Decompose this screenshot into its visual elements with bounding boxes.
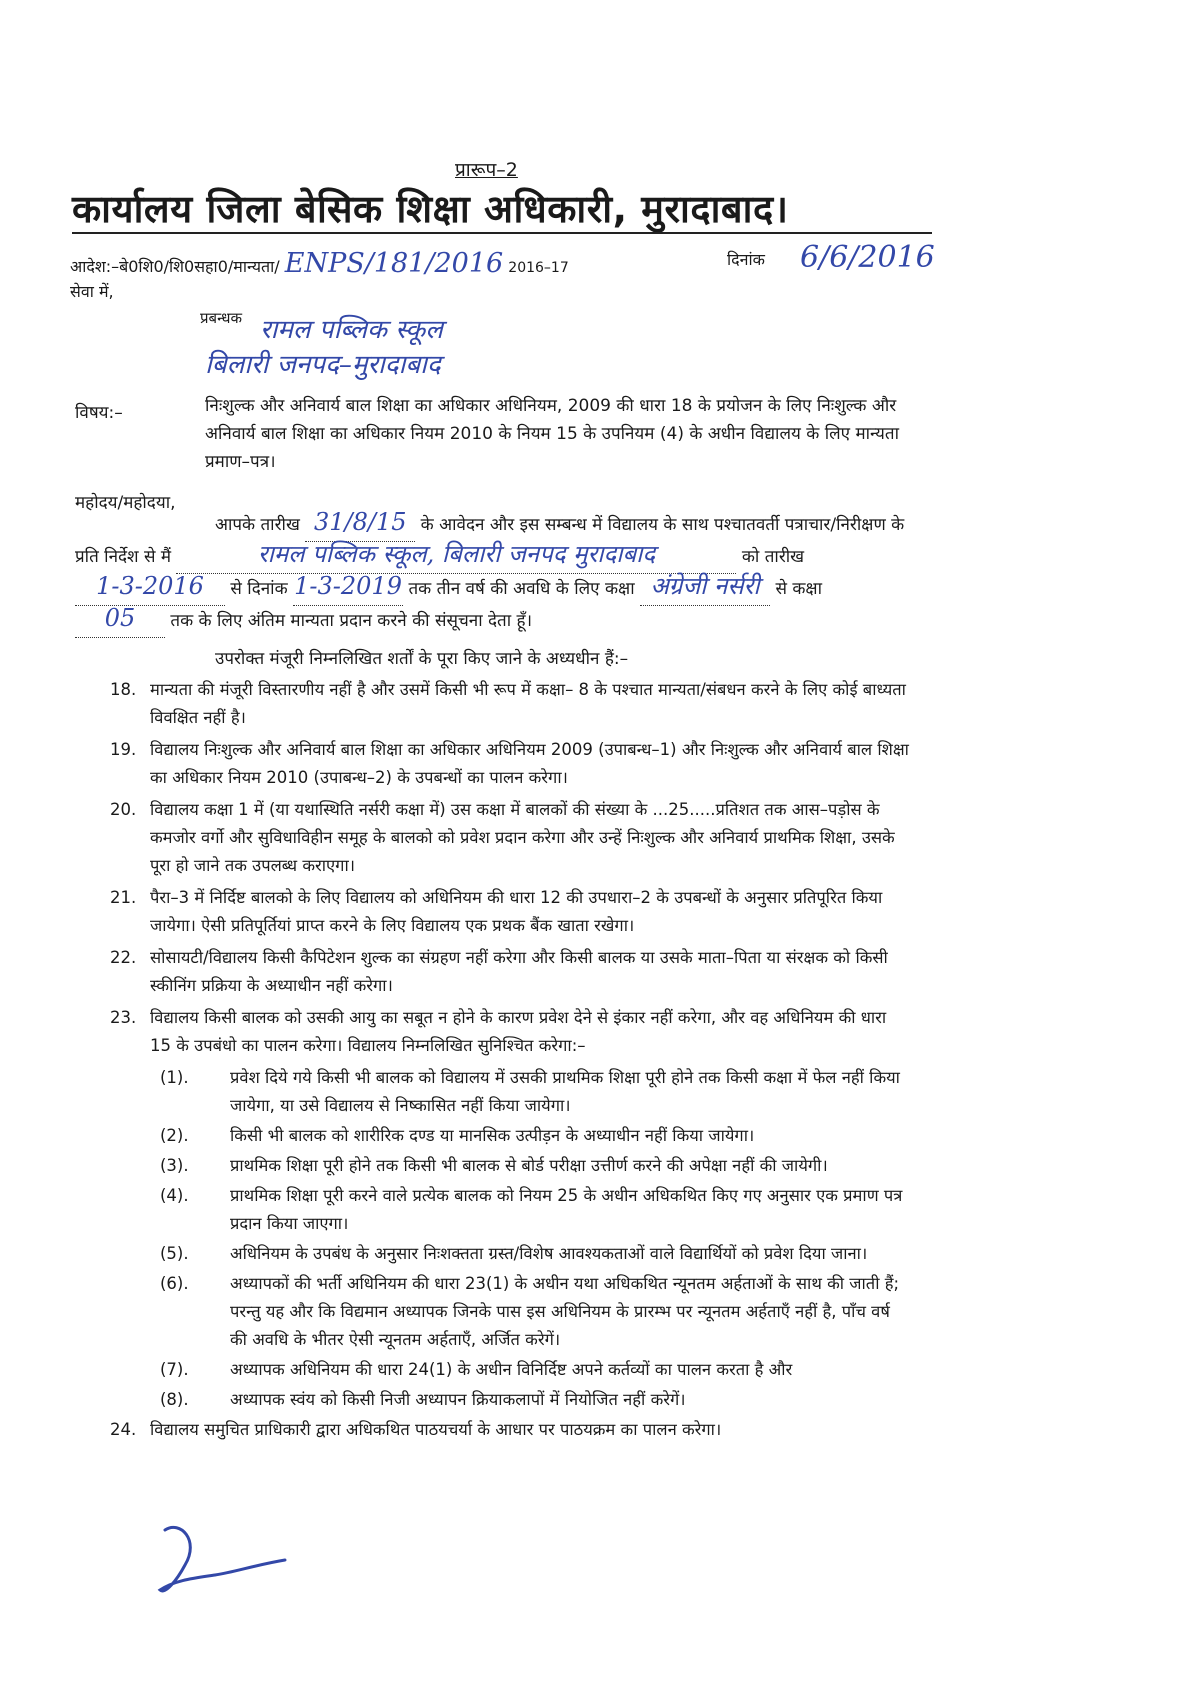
sub-condition-text: प्राथमिक शिक्षा पूरी होने तक किसी भी बालक से बोर्ड परीक्षा उत्तीर्ण करने की अपेक्षा नहीं की जायेगी। <box>230 1156 828 1175</box>
title-underline <box>72 232 932 234</box>
sub-condition-number: (5). <box>160 1244 189 1263</box>
body-text-2: के आवेदन और इस सम्बन्ध में विद्यालय के साथ पश्चातवर्ती पत्राचार/निरीक्षण के प्रति निर्देश से मैं <box>75 515 905 567</box>
sub-condition-text: किसी भी बालक को शारीरिक दण्ड या मानसिक उत्पीड़न के अध्याधीन नहीं किया जायेगा। <box>230 1126 755 1145</box>
sub-condition-text: अधिनियम के उपबंध के अनुसार निःशक्तता ग्रस्त/विशेष आवश्यकताओं वाले विद्यार्थियों को प्रवेश दिया जाना। <box>230 1244 868 1263</box>
condition-item <box>110 884 910 940</box>
body-text-1: आपके तारीख <box>215 515 300 535</box>
condition-number: 23. <box>110 1008 137 1027</box>
subject-label: विषय:– <box>75 403 123 423</box>
condition-item <box>110 1416 910 1444</box>
subject-text: निःशुल्क और अनिवार्य बाल शिक्षा का अधिकार अधिनियम, 2009 की धारा 18 के प्रयोजन के लिए निःशुल्क और अनिवार्य बाल शिक्षा का अधिकार नियम 2010 के नियम 15 के उपनियम (4) के अधीन विद्यालय के लिए मान्यता प्रमाण–पत्र। <box>205 396 899 472</box>
signature-mark <box>155 1520 295 1600</box>
body-text-5: तक तीन वर्ष की अवधि के लिए कक्षा <box>408 579 635 599</box>
school-name-handwritten: रामल पब्लिक स्कूल, बिलारी जनपद मुरादाबाद <box>257 540 656 568</box>
sub-condition-number: (1). <box>160 1068 189 1087</box>
manager-label: प्रबन्धक <box>200 309 243 327</box>
sub-condition-number: (6). <box>160 1274 189 1293</box>
class-from: अंग्रेजी नर्सरी <box>650 572 760 600</box>
sub-condition-text: अध्यापक अधिनियम की धारा 24(1) के अधीन विनिर्दिष्ट अपने कर्तव्यों का पालन करता है और <box>230 1360 793 1379</box>
condition-item <box>110 736 910 792</box>
body-text-3: को तारीख <box>741 547 805 567</box>
to-date-fill <box>293 574 403 606</box>
condition-item <box>110 1004 910 1060</box>
reference-handwritten-number: ENPS/181/2016 <box>284 248 504 279</box>
condition-text: विद्यालय कक्षा 1 में (या यथास्थिति नर्सरी कक्षा में) उस कक्षा में बालकों की संख्या के ...25.....प्रतिशत तक आस–पड़ोस के कमजोर वर्गो और सुविधाविहीन समूह के बालको को प्रवेश प्रदान करेगा और उन्हें निःशुल्क और अनिवार्य प्राथमिक शिक्षा, उसके पूरा हो जाने तक उपलब्ध कराएगा। <box>150 800 895 875</box>
subject-to-heading: उपरोक्त मंजूरी निम्नलिखित शर्तों के पूरा किए जाने के अध्यधीन हैं:– <box>215 649 629 669</box>
body-text-4: से दिनांक <box>230 579 288 599</box>
sub-condition-item <box>160 1122 910 1150</box>
condition-text: पैरा–3 में निर्दिष्ट बालको के लिए विद्यालय को अधिनियम की धारा 12 की उपधारा–2 के उपबन्धों के अनुसार प्रतिपूरित किया जायेगा। ऐसी प्रतिपूर्तियां प्राप्त करने के लिए विद्यालय एक प्रथक बैंक खाता रखेगा। <box>150 888 883 935</box>
sub-condition-text: प्राथमिक शिक्षा पूरी करने वाले प्रत्येक बालक को नियम 25 के अधीन अधिकथित किए गए अनुसार एक प्रमाण पत्र प्रदान किया जाएगा। <box>230 1186 903 1233</box>
date-value: 6/6/2016 <box>800 240 935 275</box>
recipient-handwritten-line-2: बिलारी जनपद–मुरादाबाद <box>205 350 441 380</box>
school-name-fill <box>176 542 736 574</box>
sub-condition-number: (2). <box>160 1126 189 1145</box>
sub-condition-item <box>160 1270 910 1354</box>
sub-condition-text: अध्यापकों की भर्ती अधिनियम की धारा 23(1) के अधीन यथा अधिकथित न्यूनतम अर्हताओं के साथ की जाती हैं; परन्तु यह और कि विद्यमान अध्यापक जिनके पास इस अधिनियम के प्रारम्भ पर न्यूनतम अर्हताएँ नहीं है, पाँच वर्ष की अवधि के भीतर ऐसी न्यूनतम अर्हताएँ, अर्जित करेगें। <box>230 1274 900 1349</box>
to-label: सेवा में, <box>70 282 114 301</box>
condition-number: 21. <box>110 888 137 907</box>
sub-condition-number: (3). <box>160 1156 189 1175</box>
condition-number: 22. <box>110 948 137 967</box>
condition-text: मान्यता की मंजूरी विस्तारणीय नहीं है और उसमें किसी भी रूप में कक्षा– 8 के पश्चात मान्यता/संबधन करने के लिए कोई बाध्यता विवक्षित नहीं है। <box>150 680 906 727</box>
sub-condition-text: अध्यापक स्वंय को किसी निजी अध्यापन क्रियाकलापों में नियोजित नहीं करेगें। <box>230 1390 686 1409</box>
sub-condition-item <box>160 1356 910 1384</box>
condition-text: सोसायटी/विद्यालय किसी कैपिटेशन शुल्क का संग्रहण नहीं करेगा और किसी बालक या उसके माता–पिता या संरक्षक को किसी स्कीनिंग प्रक्रिया के अध्याधीन नहीं करेगा। <box>150 948 888 995</box>
condition-number: 24. <box>110 1420 137 1439</box>
from-date-fill <box>75 574 225 606</box>
conditions-list <box>110 676 910 1448</box>
condition-text: विद्यालय किसी बालक को उसकी आयु का सबूत न होने के कारण प्रवेश देने से इंकार नहीं करेगा, और वह अधिनियम की धारा 15 के उपबंधो का पालन करेगा। विद्यालय निम्नलिखित सुनिश्चित करेगा:– <box>150 1008 887 1055</box>
sub-condition-item <box>160 1386 910 1414</box>
reference-year: 2016–17 <box>508 260 569 276</box>
condition-item <box>110 796 910 880</box>
body-text-6: से कक्षा <box>775 579 822 599</box>
sub-condition-number: (4). <box>160 1186 189 1205</box>
to-date: 1-3-2019 <box>294 572 402 600</box>
recipient-handwritten-line-1: रामल पब्लिक स्कूल <box>260 315 443 345</box>
sub-condition-number: (8). <box>160 1390 189 1409</box>
sub-condition-item <box>160 1182 910 1238</box>
office-title: कार्यालय जिला बेसिक शिक्षा अधिकारी, मुरादाबाद। <box>72 187 789 231</box>
salutation: महोदय/महोदया, <box>75 493 176 513</box>
form-number: प्रारूप–2 <box>455 159 518 181</box>
application-date-fill <box>305 510 415 542</box>
condition-number: 18. <box>110 680 137 699</box>
reference-line <box>70 248 569 279</box>
sub-condition-item <box>160 1064 910 1120</box>
condition-number: 20. <box>110 800 137 819</box>
sub-condition-text: प्रवेश दिये गये किसी भी बालक को विद्यालय में उसकी प्राथमिक शिक्षा पूरी होने तक किसी कक्षा में फेल नहीं किया जायेगा, या उसे विद्यालय से निष्कासित नहीं किया जायेगा। <box>230 1068 900 1115</box>
application-date: 31/8/15 <box>314 508 407 536</box>
date-label: दिनांक <box>727 250 765 269</box>
condition-item <box>110 944 910 1000</box>
condition-text: विद्यालय समुचित प्राधिकारी द्वारा अधिकथित पाठयचर्या के आधार पर पाठयक्रम का पालन करेगा। <box>150 1420 722 1439</box>
class-to: 05 <box>104 604 136 632</box>
condition-number: 19. <box>110 740 137 759</box>
reference-prefix: आदेश:–बे0शि0/शि0सहा0/मान्यता/ <box>70 257 280 276</box>
class-to-fill <box>75 606 165 638</box>
sub-condition-item <box>160 1240 910 1268</box>
condition-item <box>110 676 910 732</box>
sub-condition-item <box>160 1152 910 1180</box>
from-date: 1-3-2016 <box>96 572 204 600</box>
sub-condition-number: (7). <box>160 1360 189 1379</box>
body-text-7: तक के लिए अंतिम मान्यता प्रदान करने की संसूचना देता हूँ। <box>170 611 533 631</box>
body-paragraph <box>75 510 905 638</box>
condition-text: विद्यालय निःशुल्क और अनिवार्य बाल शिक्षा का अधिकार अधिनियम 2009 (उपाबन्ध–1) और निःशुल्क और अनिवार्य बाल शिक्षा का अधिकार नियम 2010 (उपाबन्ध–2) के उपबन्धों का पालन करेगा। <box>150 740 909 787</box>
class-from-fill <box>640 574 770 606</box>
